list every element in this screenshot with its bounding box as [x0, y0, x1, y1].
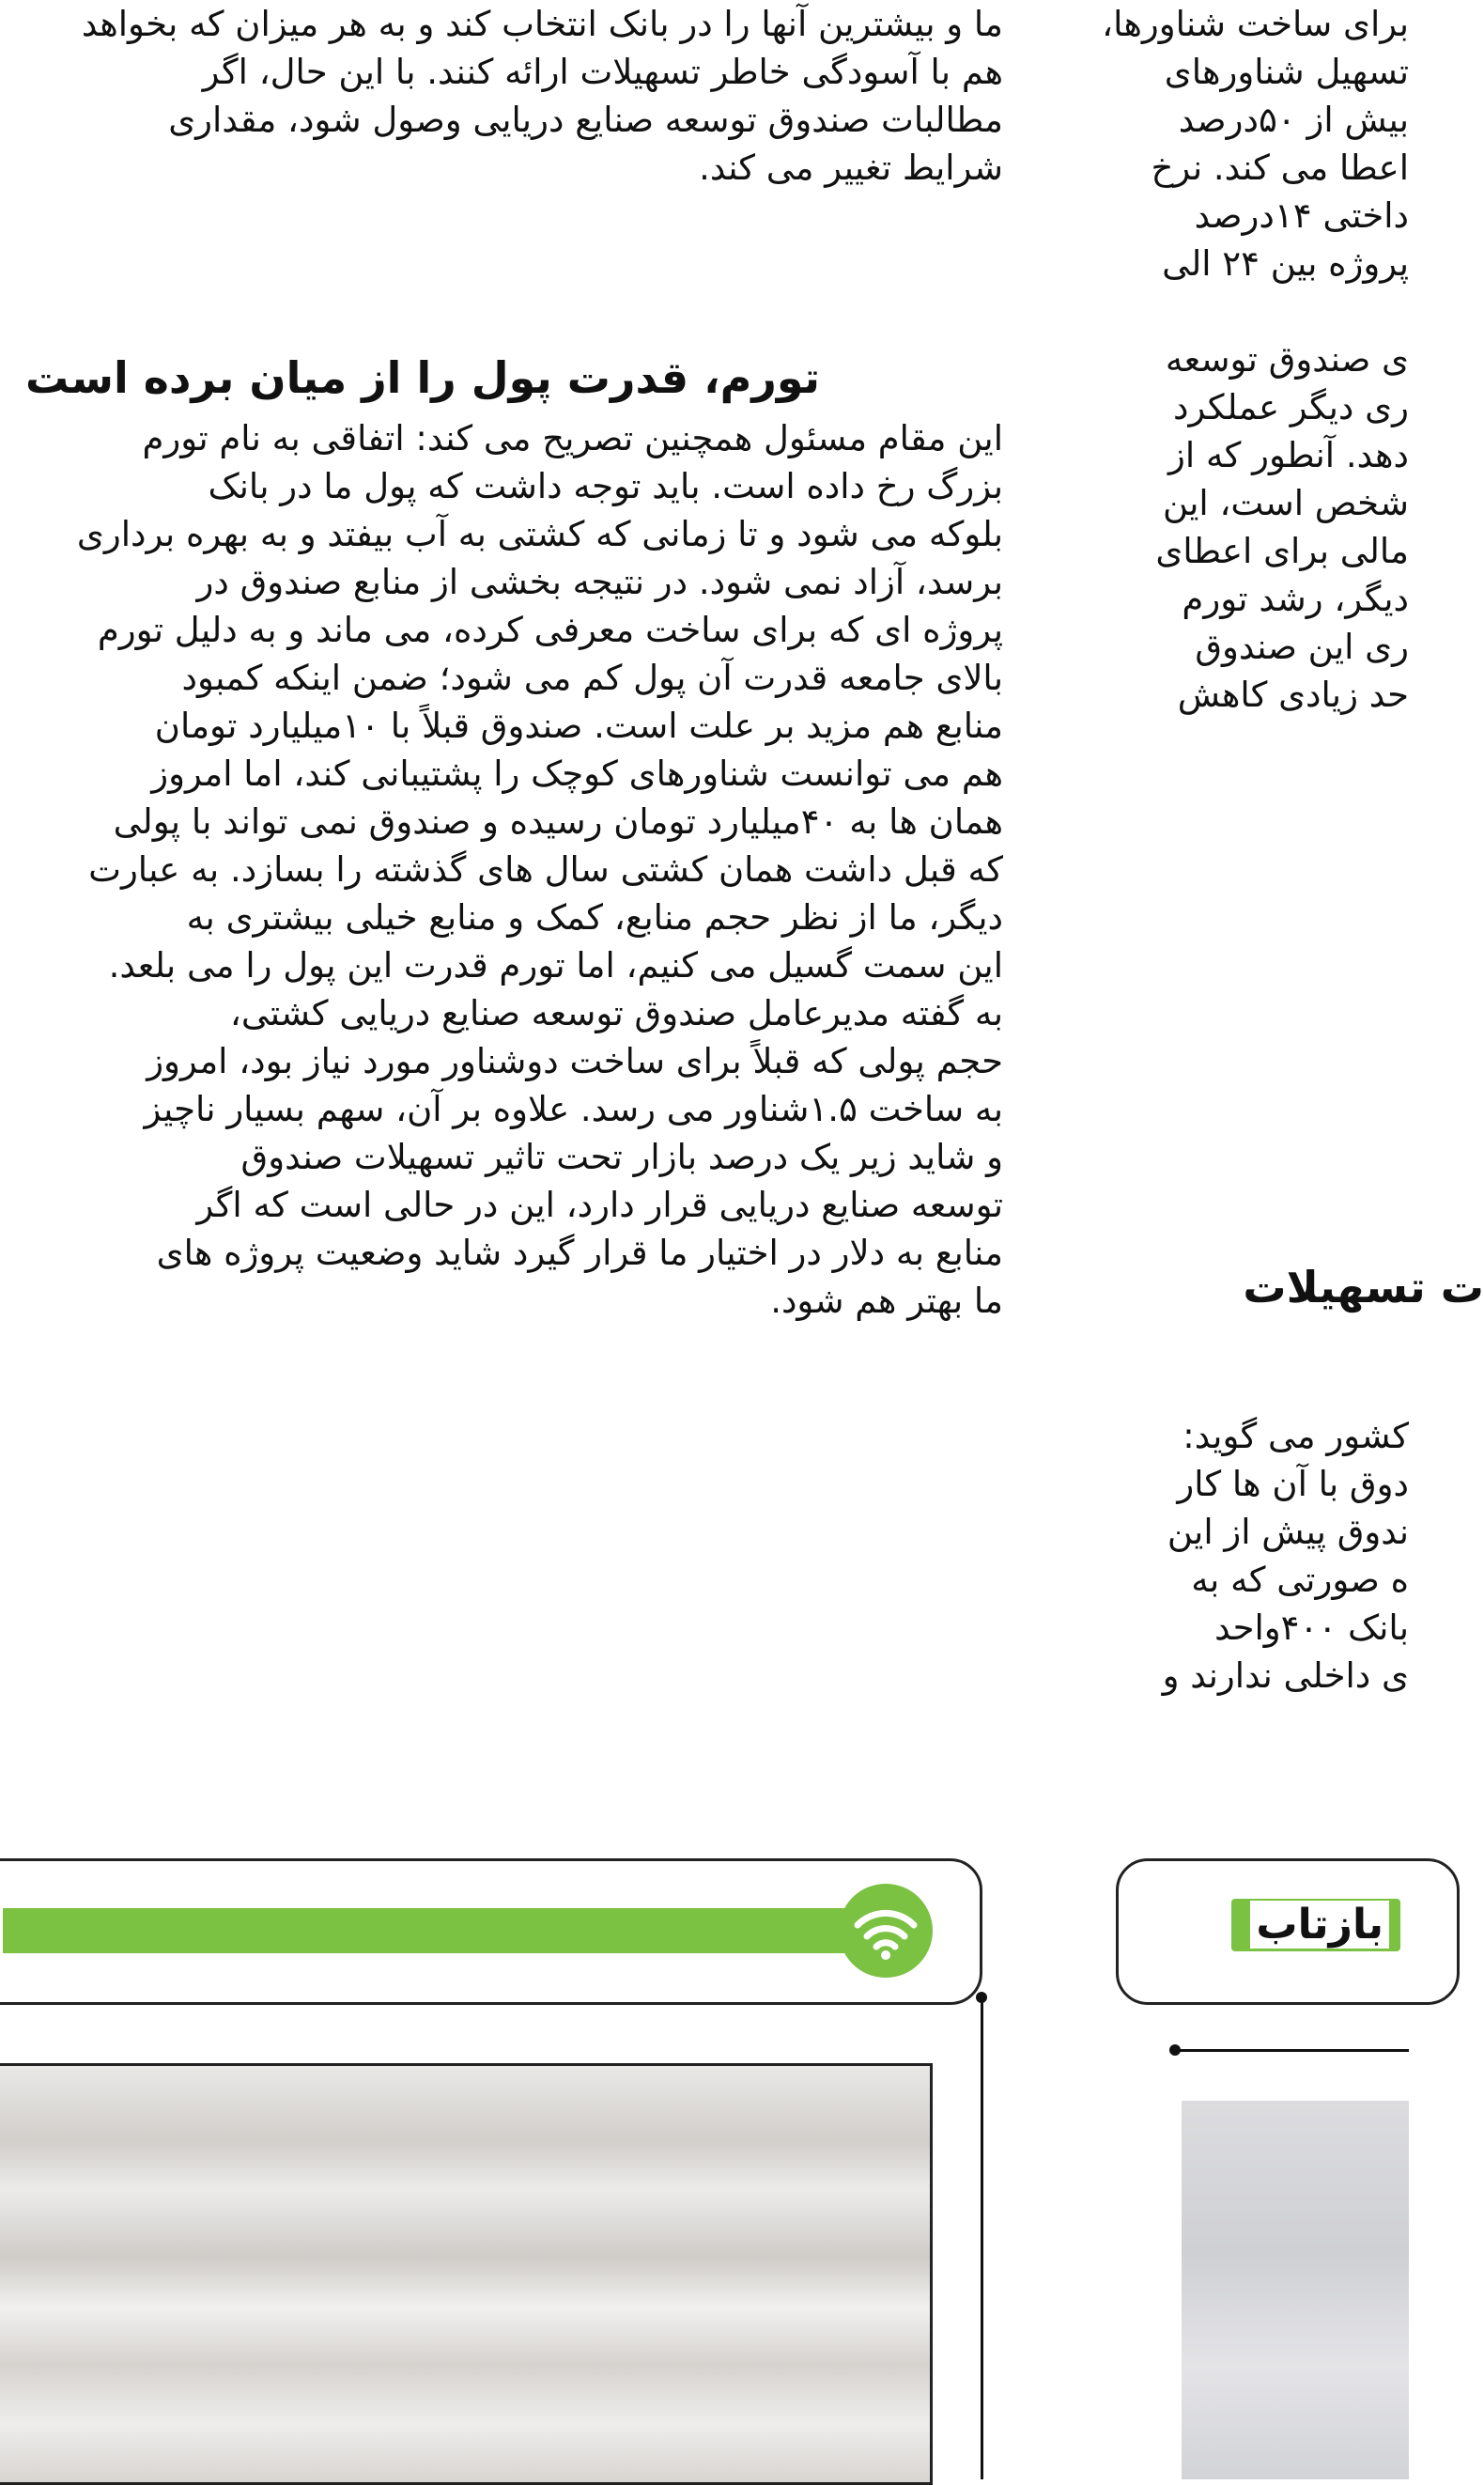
main-body-line: بلوکه می شود و تا زمانی که کشتی به آب بیفتد و به بهره برداری	[76, 514, 1003, 554]
right-top-line: ری این صندوق	[1195, 627, 1409, 667]
article-headline: تورم، قدرت پول را از میان برده است	[25, 352, 820, 403]
section-tag	[1231, 1899, 1400, 1951]
right-top-line: دهد. آنطور که از	[1168, 435, 1409, 475]
main-body-line: منابع به دلار در اختیار ما قرار گیرد شاید وضعیت پروژه های	[156, 1233, 1003, 1273]
right-bottom-line: کشور می گوید:	[1183, 1416, 1409, 1456]
main-top-line: شرایط تغییر می کند.	[699, 148, 1003, 188]
main-article-column	[0, 0, 1003, 192]
right-top-line: برای ساخت شناورها،	[1102, 4, 1409, 44]
main-top-line: هم با آسودگی خاطر تسهیلات ارائه کنند. با این حال، اگر	[202, 52, 1003, 92]
sub-headline: ت تسهیلات	[1243, 1262, 1484, 1312]
main-body-column	[0, 414, 1003, 1325]
main-body-line: به ساخت ۱.۵شناور می رسد. علاوه بر آن، سهم بسیار ناچیز	[144, 1089, 1003, 1129]
right-bottom-line: دوق با آن ها کار	[1177, 1464, 1409, 1504]
main-top-line: ما و بیشترین آنها را در بانک انتخاب کند و به هر میزان که بخواهد	[81, 4, 1003, 44]
right-top-line: شخص است، این	[1162, 483, 1409, 523]
rule-dot	[976, 1992, 987, 2003]
main-body-line: منابع هم مزید بر علت است. صندوق قبلاً با ۱۰میلیارد تومان	[154, 706, 1003, 746]
main-body-line: همان ها به ۴۰میلیارد تومان رسیده و صندوق نمی تواند با پولی	[113, 801, 1003, 842]
horizontal-rule	[1174, 2049, 1409, 2052]
right-top-line: پروژه بین ۲۴ الی	[1162, 243, 1409, 284]
feature-box-right	[1116, 1858, 1460, 2005]
vertical-rule	[981, 1997, 983, 2479]
right-top-line: داختی ۱۴درصد	[1194, 195, 1409, 236]
right-top-line: اعطا می کند. نرخ	[1151, 148, 1409, 188]
right-top-line: حد زیادی کاهش	[1177, 675, 1409, 715]
main-body-line: پروژه ای که برای ساخت معرفی کرده، می ماند و به دلیل تورم	[97, 610, 1003, 650]
main-body-line: بالای جامعه قدرت آن پول کم می شود؛ ضمن اینکه کمبود	[181, 658, 1003, 698]
right-bottom-line: ندوق پیش از این	[1167, 1512, 1409, 1552]
main-body-lines	[0, 414, 1003, 1325]
main-body-line: توسعه صنایع دریایی قرار دارد، این در حالی است که اگر	[196, 1185, 1003, 1225]
main-body-line: ما بهتر هم شود.	[770, 1281, 1003, 1321]
right-article-column	[1090, 0, 1409, 719]
main-body-line: دیگر، ما از نظر حجم منابع، کمک و منابع خیلی بیشتری به	[186, 897, 1003, 938]
right-top-line	[1090, 287, 1409, 335]
article-photo	[0, 2063, 933, 2485]
right-bottom-line: بانک ۴۰۰واحد	[1214, 1607, 1409, 1648]
right-top-lines	[1090, 0, 1409, 719]
main-body-line: و شاید زیر یک درصد بازار تحت تاثیر تسهیلات صندوق	[240, 1137, 1003, 1177]
wifi-icon	[839, 1884, 933, 1978]
right-top-line: ری دیگر عملکرد	[1172, 387, 1409, 427]
right-bottom-line: ی داخلی ندارند و	[1162, 1655, 1409, 1696]
right-bottom-lines	[1090, 1412, 1409, 1700]
main-body-line: حجم پولی که قبلاً برای ساخت دوشناور مورد نیاز بود، امروز	[147, 1041, 1003, 1081]
main-body-line: به گفته مدیرعامل صندوق توسعه صنایع دریایی کشتی،	[229, 993, 1003, 1033]
right-top-line: ی صندوق توسعه	[1165, 339, 1409, 380]
main-body-line: هم می توانست شناورهای کوچک را پشتیبانی کند، اما امروز	[151, 753, 1003, 794]
section-tag-label: بازتاب	[1250, 1901, 1389, 1949]
main-body-line: این سمت گسیل می کنیم، اما تورم قدرت این پول را می بلعد.	[108, 945, 1003, 986]
right-top-line: مالی برای اعطای	[1155, 531, 1409, 571]
right-top-line: بیش از ۵۰درصد	[1178, 100, 1409, 140]
main-body-line: بزرگ رخ داده است. باید توجه داشت که پول ما در بانک	[208, 466, 1003, 506]
right-top-line: تسهیل شناورهای	[1164, 52, 1409, 92]
main-body-line: که قبل داشت همان کشتی سال های گذشته را بسازد. به عبارت	[88, 849, 1003, 890]
right-bottom-column	[1090, 1412, 1409, 1700]
main-body-line: این مقام مسئول همچنین تصریح می کند: اتفاقی به نام تورم	[142, 418, 1003, 458]
article-photo-right	[1182, 2101, 1409, 2479]
right-bottom-line: ه صورتی که به	[1191, 1560, 1409, 1600]
rule-dot	[1169, 2044, 1181, 2056]
right-top-line: دیگر، رشد تورم	[1182, 579, 1409, 619]
main-body-line: برسد، آزاد نمی شود. در نتیجه بخشی از منابع صندوق در	[196, 562, 1003, 602]
feature-box-left	[0, 1858, 982, 2005]
green-banner-bar	[3, 1908, 923, 1953]
main-top-lines	[0, 0, 1003, 192]
main-top-line: مطالبات صندوق توسعه صنایع دریایی وصول شود، مقداری	[168, 100, 1003, 140]
